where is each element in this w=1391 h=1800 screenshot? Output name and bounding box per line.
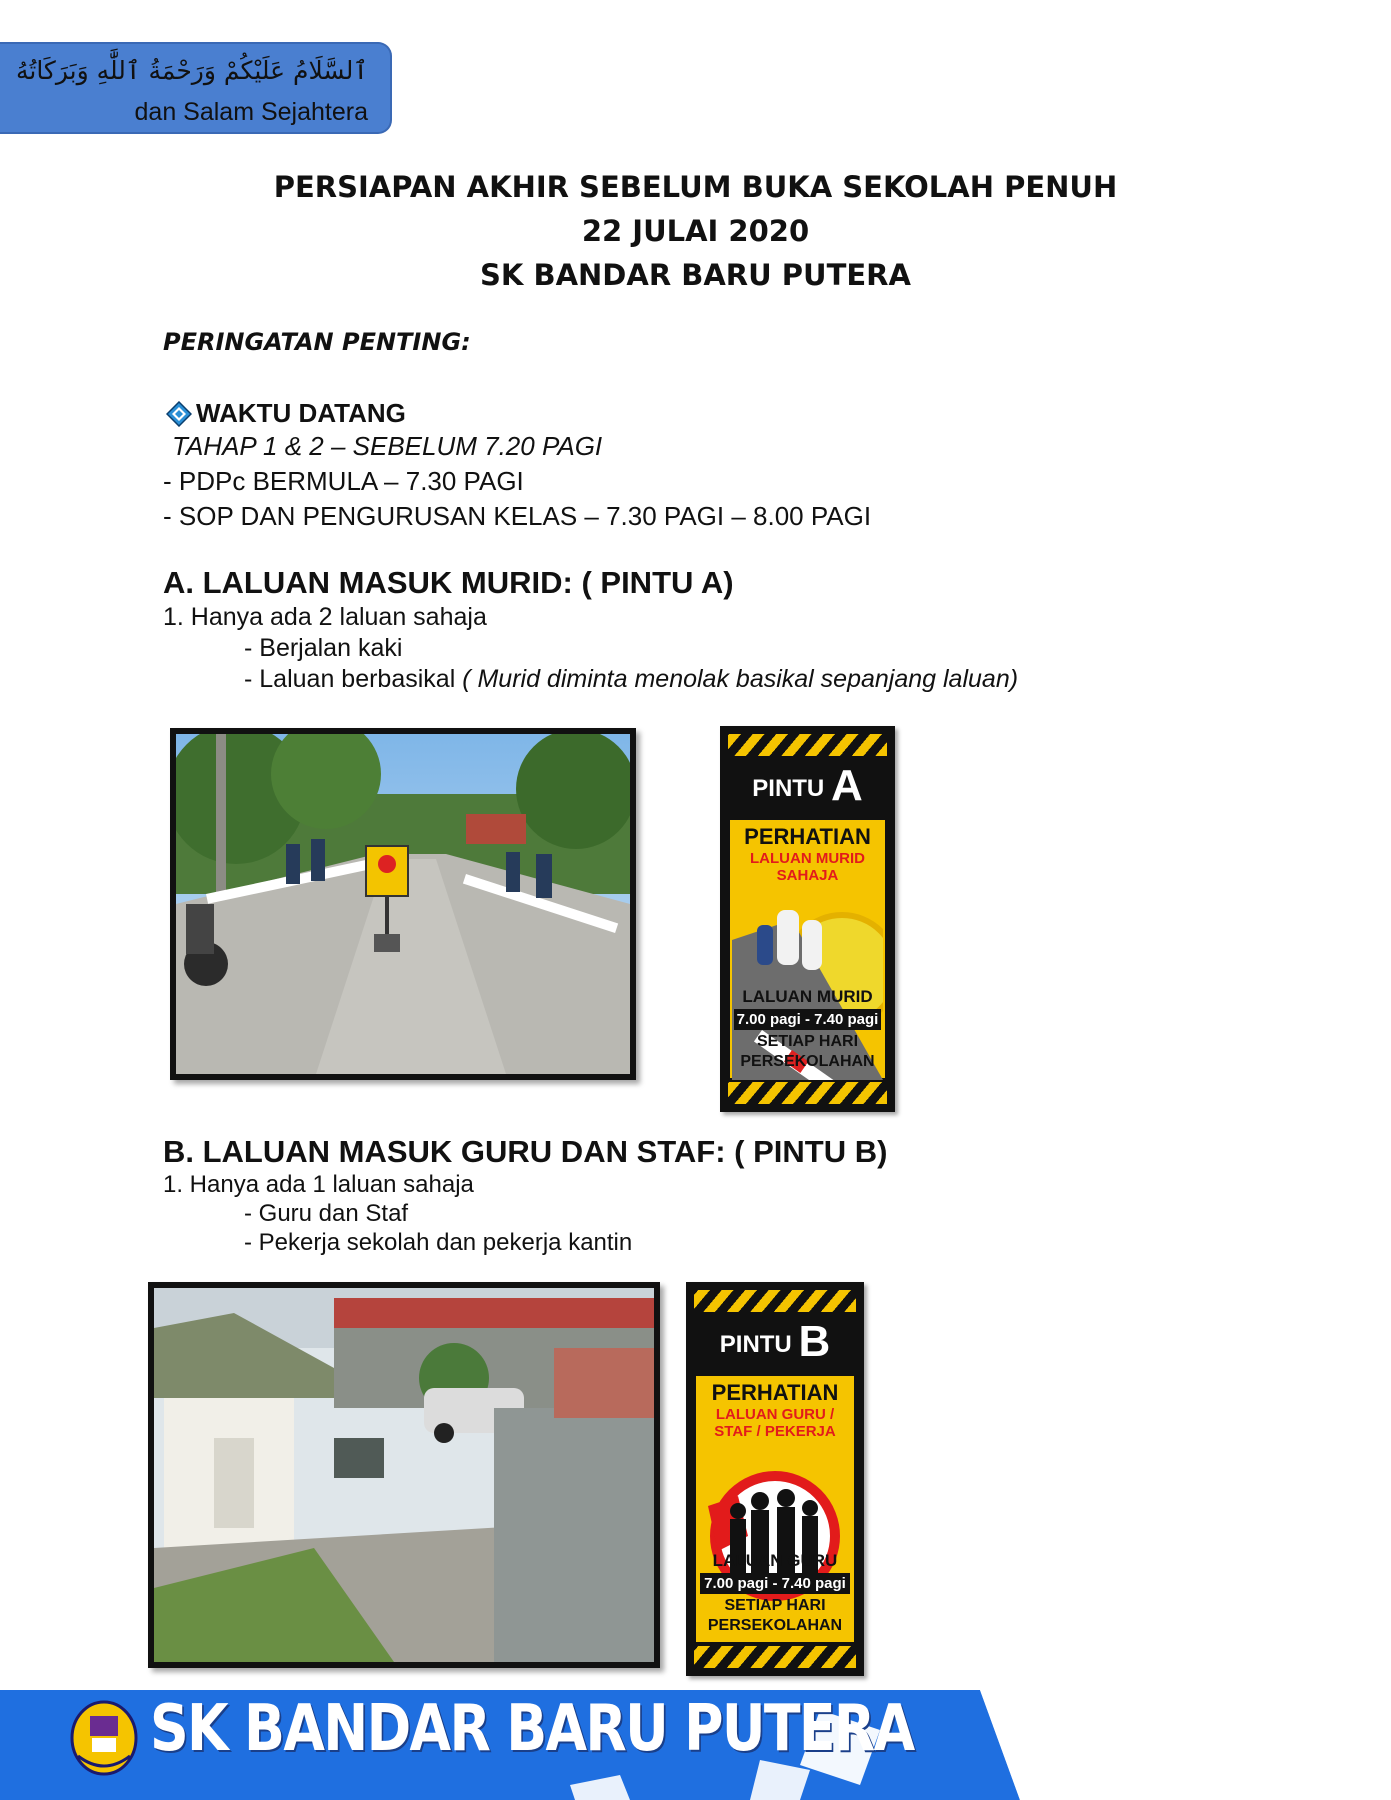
- doc-title-line1: PERSIAPAN AKHIR SEBELUM BUKA SEKOLAH PENUH: [273, 170, 1118, 204]
- sign-pintu-text: PINTU: [719, 1331, 792, 1358]
- warning-heading: PERINGATAN PENTING:: [163, 328, 471, 356]
- doc-title-date: 22 JULAI 2020: [581, 214, 810, 248]
- section-a-item: 1. Hanya ada 2 laluan sahaja: [163, 603, 487, 631]
- footer-school-name: SK BANDAR BARU PUTERA: [150, 1692, 914, 1766]
- school-logo: [70, 1698, 138, 1776]
- sign-route: LALUAN MURID: [742, 987, 873, 1006]
- sign-footer: [696, 1551, 854, 1636]
- sign-daily: PERSEKOLAHAN: [740, 1053, 875, 1070]
- doc-title-school: SK BANDAR BARU PUTERA: [480, 258, 911, 292]
- hazard-stripes: [694, 1646, 856, 1668]
- arrival-heading-text: WAKTU DATANG: [196, 398, 406, 428]
- sign-perhatian: PERHATIAN: [711, 1380, 839, 1405]
- photo-pintu-b-entrance: [148, 1282, 660, 1668]
- arrival-line: - PDPc BERMULA – 7.30 PAGI: [163, 466, 524, 496]
- greeting-latin: dan Salam Sejahtera: [134, 98, 368, 126]
- sign-sub-line: LALUAN GURU /: [715, 1406, 835, 1423]
- section-b-heading: B. LALUAN MASUK GURU DAN STAF: ( PINTU B): [163, 1134, 888, 1169]
- arrival-tahap: TAHAP 1 & 2 – SEBELUM 7.20 PAGI: [172, 431, 603, 461]
- sign-time: 7.00 pagi - 7.40 pagi: [700, 1573, 850, 1594]
- sign-pintu-letter: B: [798, 1317, 831, 1366]
- section-a-heading: A. LALUAN MASUK MURID: ( PINTU A): [163, 565, 734, 600]
- sign-pintu-b: [686, 1282, 864, 1676]
- sign-route: LALUAN GURU: [712, 1551, 838, 1570]
- greeting-arabic: ٱلسَّلَامُ عَلَيْكُمْ وَرَحْمَةُ ٱللَّٰهِ وَبَرَكَاتُهُ: [15, 56, 368, 85]
- section-a-sub: - Berjalan kaki: [244, 634, 403, 662]
- sign-pintu-a: [720, 726, 895, 1112]
- sign-body: [730, 820, 885, 1078]
- hazard-stripes: [728, 1082, 887, 1104]
- section-a-sub: [244, 665, 1018, 694]
- section-a-note: ( Murid diminta menolak basikal sepanjang laluan): [462, 665, 1019, 693]
- sign-daily: PERSEKOLAHAN: [707, 1617, 843, 1634]
- footer-banner: [0, 1690, 1391, 1800]
- photo-pintu-a-entrance: [170, 728, 636, 1080]
- section-b-sub: - Guru dan Staf: [244, 1200, 409, 1227]
- sign-body: [696, 1376, 854, 1642]
- sign-pintu-label: [724, 761, 891, 810]
- sign-sub-line: SAHAJA: [776, 867, 839, 884]
- section-b-sub: - Pekerja sekolah dan pekerja kantin: [244, 1229, 633, 1256]
- sign-time: 7.00 pagi - 7.40 pagi: [734, 1009, 881, 1030]
- greeting-banner: [0, 42, 392, 134]
- sign-sub-line: LALUAN MURID: [750, 850, 865, 867]
- hazard-stripes: [694, 1290, 856, 1312]
- arrival-line: - SOP DAN PENGURUSAN KELAS – 7.30 PAGI – 8.00 PAGI: [163, 501, 872, 531]
- hazard-stripes: [728, 734, 887, 756]
- section-a-sub-text: - Laluan berbasikal: [244, 665, 456, 693]
- sign-pintu-label: [690, 1317, 860, 1366]
- diamond-bullet-icon: [166, 401, 192, 427]
- sign-daily: SETIAP HARI: [724, 1597, 826, 1614]
- arrival-heading: [166, 398, 406, 429]
- sign-footer: [730, 987, 885, 1072]
- section-b-item: 1. Hanya ada 1 laluan sahaja: [163, 1171, 474, 1198]
- sign-daily: SETIAP HARI: [756, 1033, 859, 1050]
- sign-sub-line: STAF / PEKERJA: [714, 1423, 836, 1440]
- sign-pintu-letter: A: [830, 761, 863, 810]
- sign-pintu-text: PINTU: [752, 775, 825, 802]
- sign-perhatian: PERHATIAN: [744, 824, 871, 849]
